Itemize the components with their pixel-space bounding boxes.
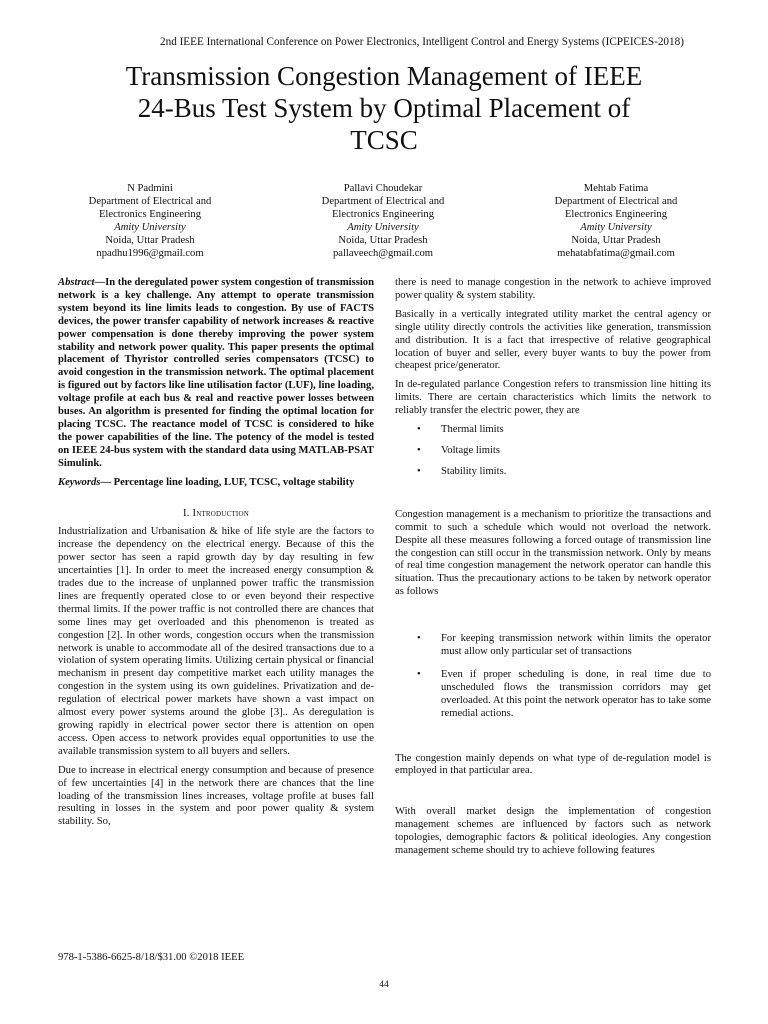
body-paragraph: With overall market design the implementation of congestion management schemes are influenced by factors such as network topologies, demographic factors & political ideologies. Any congestion management scheme should try to achieve following features — [395, 806, 711, 857]
author-location: Noida, Uttar Pradesh — [105, 234, 195, 246]
author-email: pallaveech@gmail.com — [332, 247, 434, 259]
author-name: Pallavi Choudekar — [343, 183, 423, 194]
list-item: • Voltage limits — [395, 445, 711, 458]
author-email: npadhu1996@gmail.com — [96, 247, 204, 259]
actions-list — [395, 633, 711, 720]
intro-paragraph-2: Due to increase in electrical energy consumption and because of presence of few uncertainties [4] in the network there are chances that the line loading of the transmission lines increases, voltage profile at buses fall resulting in losses in the system and poor power quality & system stability. So, — [58, 764, 374, 828]
author-1 — [50, 183, 250, 260]
author-location: Noida, Uttar Pradesh — [338, 234, 428, 246]
body-paragraph: there is need to manage congestion in the network to achieve improved power quality & system stability. — [395, 277, 711, 301]
author-department: Electronics Engineering — [331, 208, 435, 220]
author-department: Department of Electrical and — [554, 195, 678, 207]
author-2 — [283, 183, 483, 260]
abstract-text: —In the deregulated power system congestion of transmission network is a key challenge. Any attempt to operate transmission system beyond its line limits leads to congestion. By use of FACTS devices, the power transfer capability of network increases & reactive power compensation is done thereby improving the power system stability and network power quality. This paper presents the optimal placement of Thyristor controlled series compensators (TCSC) to avoid congestion in the transmission network. The optimal placement is figured out by factors like line utilisation factor (LUF), line loading, voltage profile at each bus & real and reactive power losses between buses. An algorithm is presented for finding the optimal location for placing TCSC. The reactance model of TCSC is considered to hike the power capabilities of the line. The potency of the model is tested on IEEE 24-bus system with the standard data using MATLAB-PSAT Simulink. — [58, 277, 374, 469]
author-department: Electronics Engineering — [564, 208, 668, 220]
limits-list — [395, 424, 711, 479]
author-location: Noida, Uttar Pradesh — [571, 234, 661, 246]
page-number: 44 — [379, 980, 389, 990]
right-column — [395, 277, 711, 864]
title-line: 24-Bus Test System by Optimal Placement of — [137, 93, 631, 123]
author-university: Amity University — [580, 221, 652, 233]
keywords-text: — Percentage line loading, LUF, TCSC, voltage stability — [100, 476, 355, 488]
list-item: • Stability limits. — [395, 466, 711, 479]
section-heading-introduction: I. Introduction — [183, 507, 249, 519]
keywords — [58, 477, 374, 490]
intro-paragraph-1: Industrialization and Urbanisation & hike of life style are the factors to increase the dependency on the electrical energy. Because of this the power sector has seen a rapid growth day by day resulting in few uncertainties [1]. In order to meet the increased energy consumption & trades due to the increase of unplanned power traffic the transmission lines are frequently operated close to or even beyond their respective thermal limits. If the power traffic is not controlled there are chances that some lines may get overloaded and this phenomenon is treated as congestion [2]. In other words, congestion occurs when the transmission network is unable to accommodate all of the desired transactions due to a violation of system operating limits. Utilizing certain physical or financial mechanism in present day competitive market each utility manages the congestion in the system using its own guidelines. Privatization and de-regulation of electrical power markets have shown a vast impact on almost every power systems around the globe [3].. As deregulation is growing rapidly in electrical power sector there is attention on open access. Open access to network provides equal opportunities to use the available transmission system to all buyers and sellers. — [58, 526, 374, 757]
body-paragraph: Congestion management is a mechanism to prioritize the transactions and commit to such a schedule which would not overload the network. Despite all these measures following a forced outage of transmission line the congestion can still occur in the transmission network. Only by means of real time congestion management the network operator can handle this situation. Thus the precautionary actions to be taken by network operator as follows — [395, 508, 711, 598]
author-university: Amity University — [114, 221, 186, 233]
author-department: Department of Electrical and — [321, 195, 445, 207]
author-department: Department of Electrical and — [88, 195, 212, 207]
author-3 — [516, 183, 716, 260]
abstract-lead: Abstract — [58, 277, 95, 288]
author-block — [40, 183, 728, 263]
body-paragraph: Basically in a vertically integrated utility market the central agency or single utility directly controls the activities like generation, transmission and distribution. It is a fact that irrespective of relative geographical location of buyer and seller, every buyer wants to buy the power from cheapest price/generator. — [395, 308, 711, 372]
list-item: • For keeping transmission network within limits the operator must allow only particular set of transactions — [395, 633, 711, 659]
conference-header: 2nd IEEE International Conference on Power Electronics, Intelligent Control and Energy Systems (ICPEICES-2018) — [160, 36, 684, 48]
list-item: • Thermal limits — [395, 424, 711, 437]
author-name: N Padmini — [127, 183, 173, 194]
author-university: Amity University — [347, 221, 419, 233]
author-department: Electronics Engineering — [98, 208, 202, 220]
keywords-lead: Keywords — [58, 476, 101, 488]
abstract — [58, 277, 374, 471]
list-item: • Even if proper scheduling is done, in real time due to unscheduled flows the transmission corridors may get overloaded. At this point the network operator has to take some remedial actions. — [395, 669, 711, 721]
copyright-footer: 978-1-5386-6625-8/18/$31.00 ©2018 IEEE — [58, 952, 245, 963]
author-email: mehatabfatima@gmail.com — [557, 247, 675, 259]
body-paragraph: The congestion mainly depends on what type of de-regulation model is employed in that particular area. — [395, 752, 711, 777]
body-paragraph: In de-regulated parlance Congestion refers to transmission line hitting its limits. There are certain characteristics which limits the network to reliably transfer the electric power, they are — [395, 379, 711, 417]
left-column — [58, 277, 374, 835]
title-line: Transmission Congestion Management of IEEE — [125, 61, 643, 91]
title-line: TCSC — [350, 125, 418, 155]
paper-title — [40, 60, 728, 156]
author-name: Mehtab Fatima — [583, 183, 649, 194]
